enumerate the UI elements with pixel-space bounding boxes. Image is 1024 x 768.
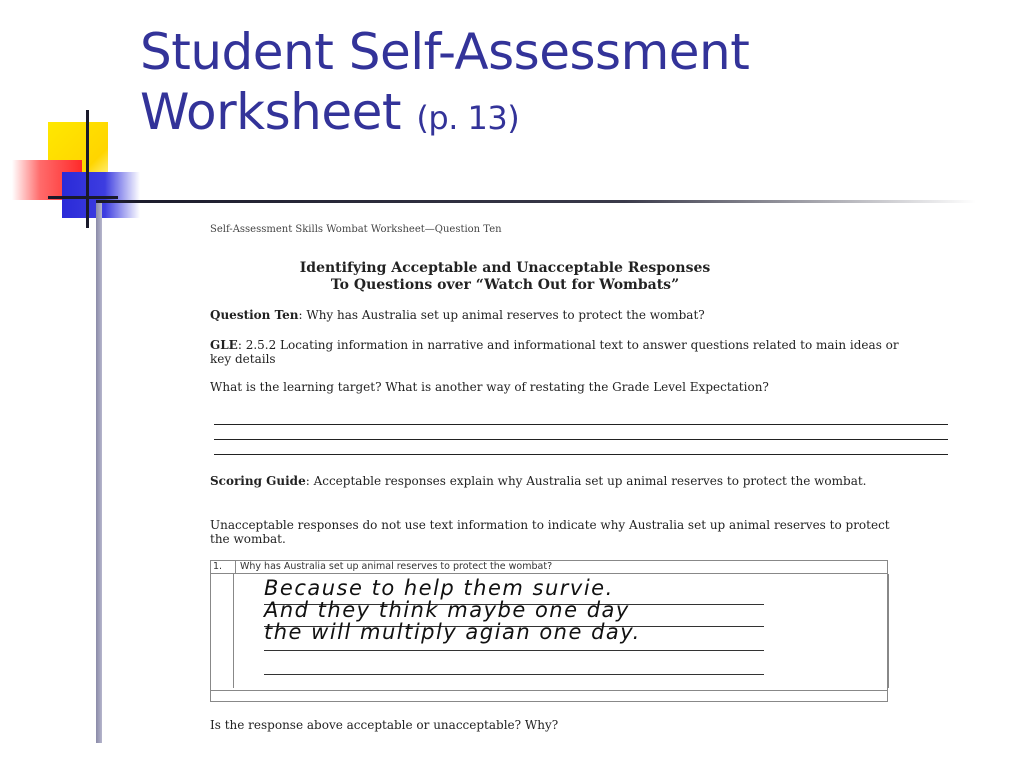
response-number: 1. <box>211 561 236 573</box>
response-question: Why has Australia set up animal reserves to protect the wombat? <box>240 561 553 572</box>
scoring-guide-paragraph <box>210 474 890 488</box>
title-divider-line <box>96 200 976 203</box>
worksheet-heading-line2: To Questions over “Watch Out for Wombats” <box>330 277 680 293</box>
decor-left-bar <box>96 203 102 743</box>
worksheet-heading <box>210 260 800 294</box>
handwritten-line-3: the will multiply agian one day. <box>264 620 641 644</box>
response-footer <box>211 690 887 701</box>
response-header <box>211 561 887 574</box>
worksheet-header: Self-Assessment Skills Wombat Worksheet—Question Ten <box>210 224 502 235</box>
student-response-box <box>210 560 888 702</box>
final-prompt: Is the response above acceptable or unacceptable? Why? <box>210 718 559 732</box>
handwritten-line-2: And they think maybe one day <box>264 598 630 622</box>
decor-short-horizontal-line <box>48 196 118 199</box>
worksheet-image <box>108 212 968 742</box>
gle-text: : 2.5.2 Locating information in narrative and informational text to answer questions related to main ideas or key details <box>210 338 899 366</box>
unacceptable-paragraph: Unacceptable responses do not use text information to indicate why Australia set up animal reserves to protect the wombat. <box>210 518 890 546</box>
worksheet-heading-line1: Identifying Acceptable and Unacceptable Responses <box>299 260 711 276</box>
writing-line-3 <box>264 650 764 651</box>
scoring-guide-label: Scoring Guide <box>210 474 306 488</box>
learning-target-prompt: What is the learning target? What is another way of restating the Grade Level Expectation? <box>210 380 769 394</box>
response-writing-area <box>233 574 889 688</box>
gle-paragraph <box>210 338 900 366</box>
answer-line-2 <box>214 439 948 440</box>
question-label: Question Ten <box>210 308 299 322</box>
slide-title-worksheet: Worksheet <box>140 83 401 141</box>
slide-title-line2 <box>140 82 1000 148</box>
answer-line-3 <box>214 454 948 455</box>
answer-line-1 <box>214 424 948 425</box>
scoring-guide-text: : Acceptable responses explain why Australia set up animal reserves to protect the wombat. <box>305 474 867 488</box>
slide-title-page-ref: (p. 13) <box>416 99 520 137</box>
question-paragraph <box>210 308 900 322</box>
decor-vertical-line <box>86 110 89 228</box>
gle-label: GLE <box>210 338 238 352</box>
slide-title <box>140 22 1000 148</box>
handwritten-line-1: Because to help them survie. <box>264 576 614 600</box>
slide-title-line1: Student Self-Assessment <box>140 23 750 81</box>
writing-line-4 <box>264 674 764 675</box>
question-text: : Why has Australia set up animal reserves to protect the wombat? <box>298 308 705 322</box>
